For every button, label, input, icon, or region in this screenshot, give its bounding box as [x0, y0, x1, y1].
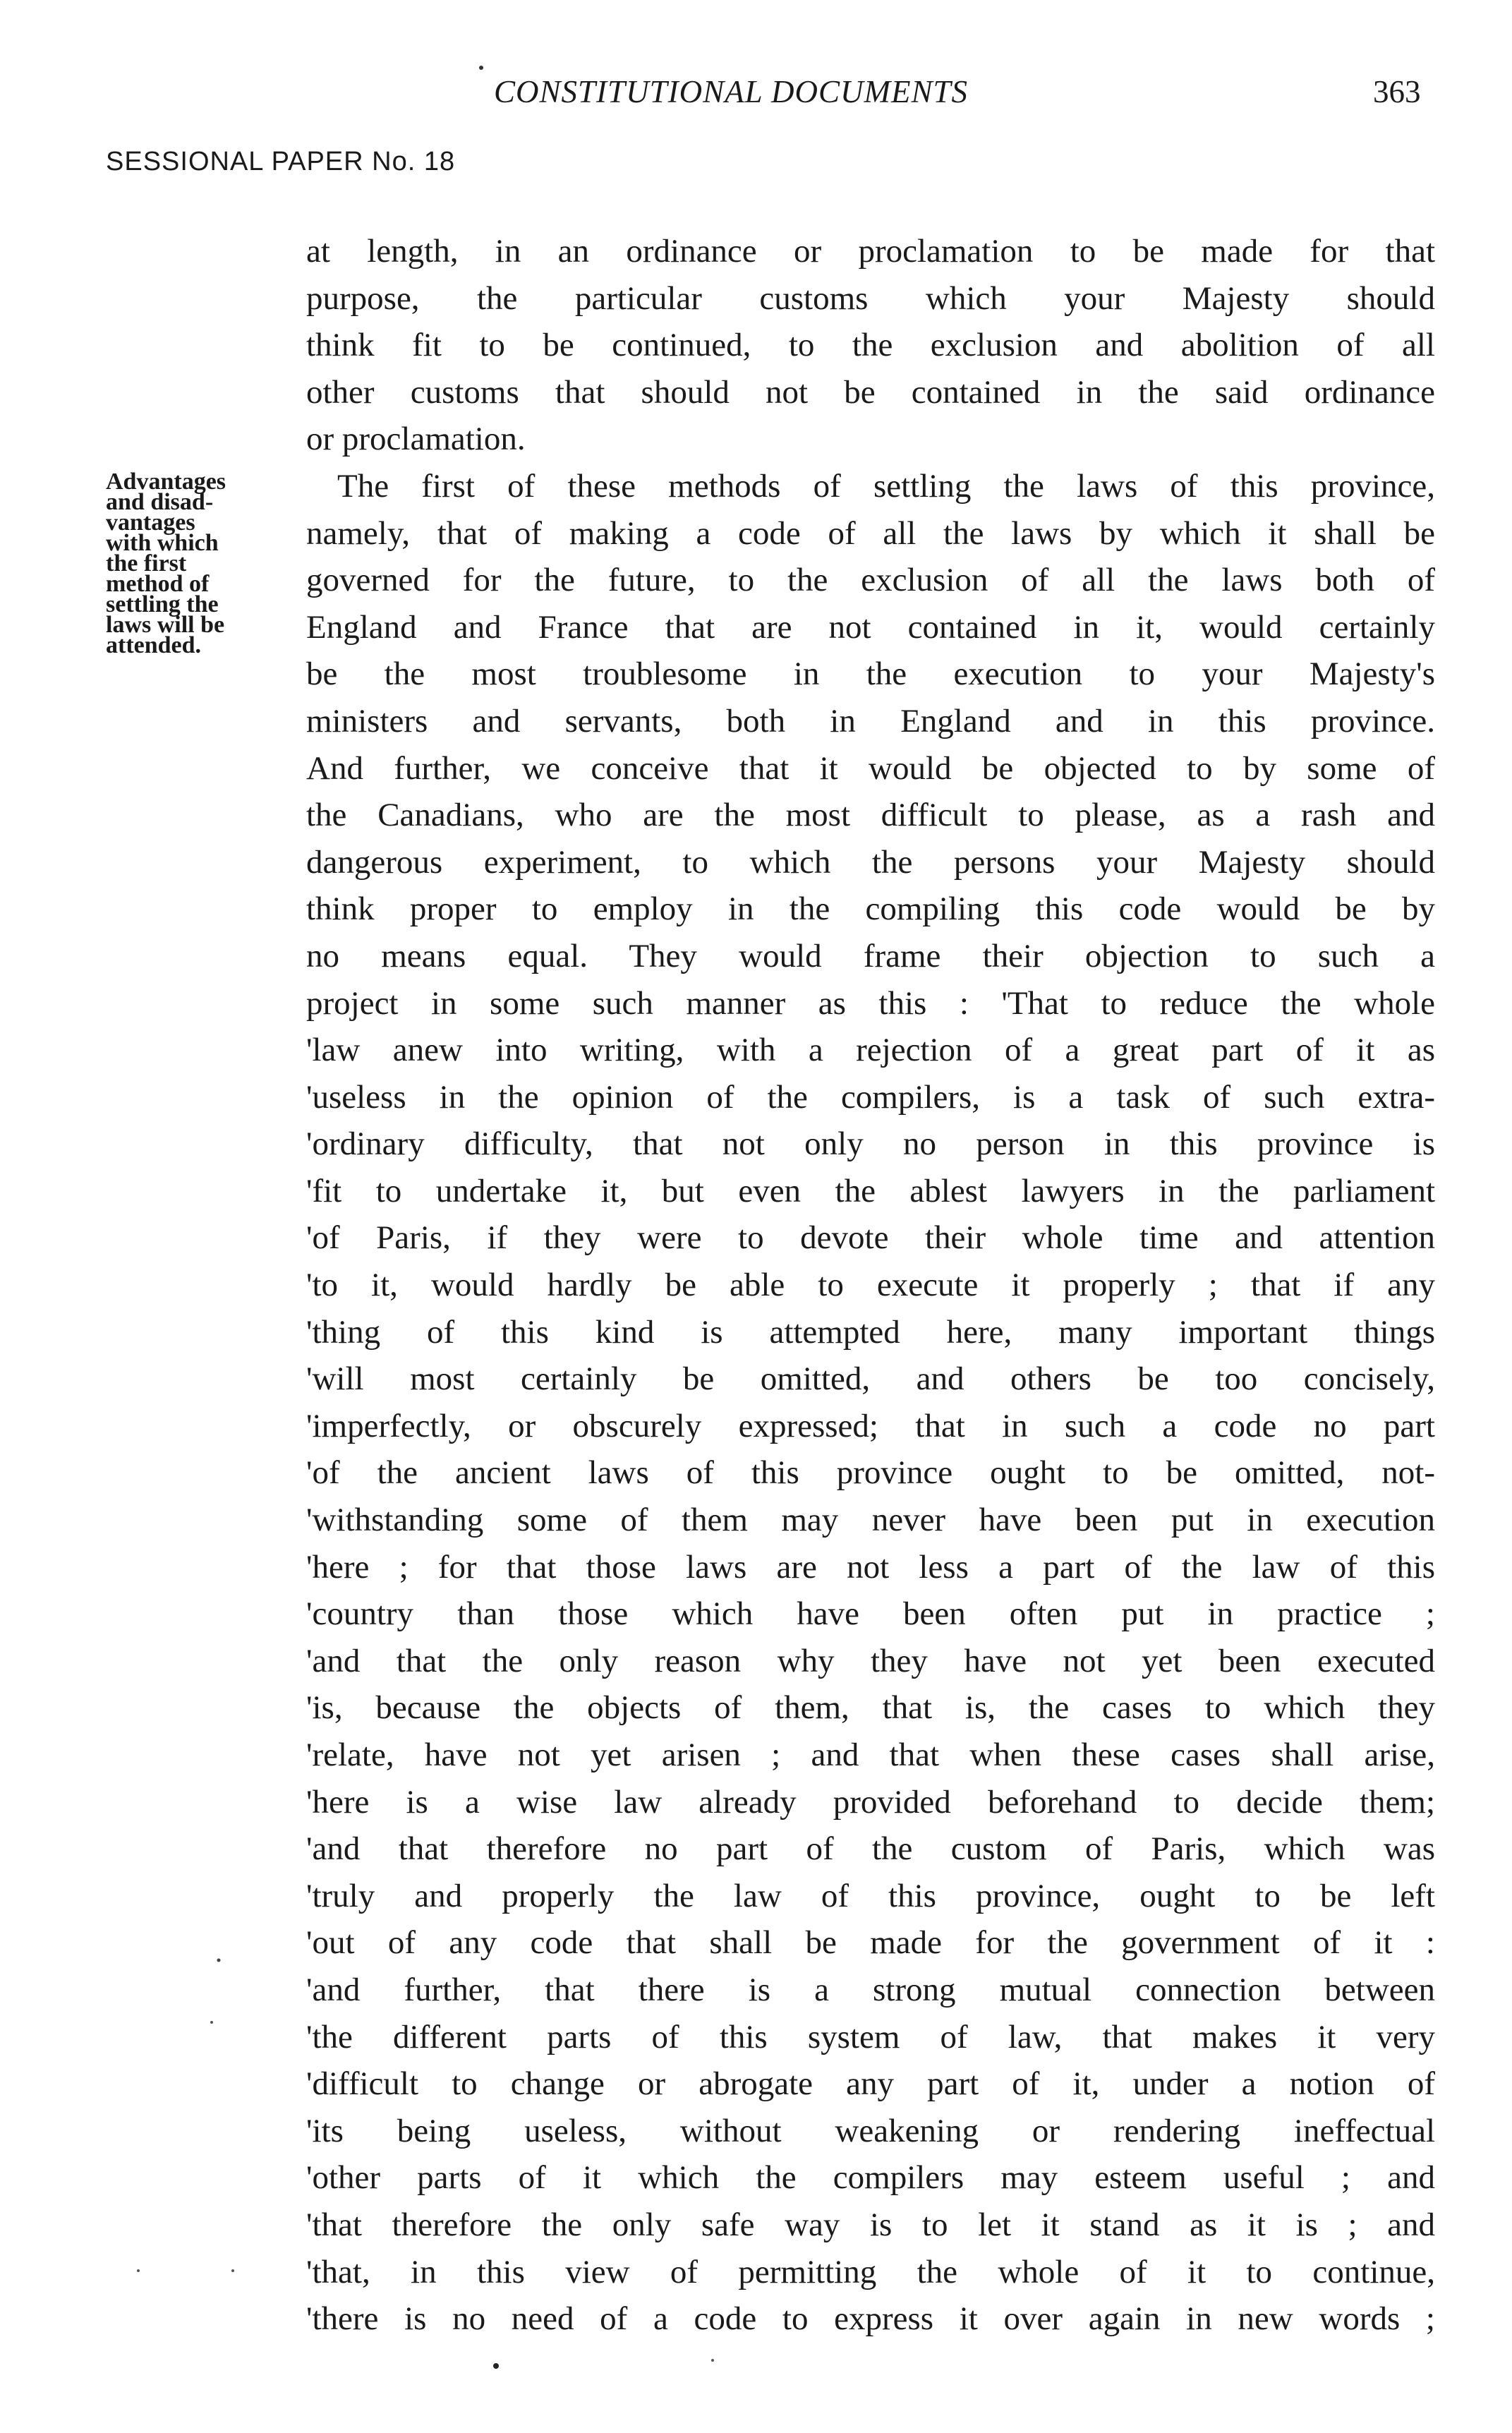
- text-line: 'law anew into writing, with a rejection of a great part of it as: [306, 1032, 1435, 1069]
- margin-note: [106, 471, 289, 656]
- text-line: 'ordinary difficulty, that not only no person in this province is: [306, 1125, 1435, 1163]
- body-text: [306, 228, 1435, 2343]
- text-line: 'and that the only reason why they have not yet been executed: [306, 1642, 1435, 1679]
- margin-note-line: vantages: [106, 509, 195, 536]
- margin-note-line: laws will be: [106, 612, 225, 638]
- scan-speck: [479, 66, 483, 70]
- scan-speck: [493, 2363, 499, 2369]
- margin-note-line: and disad-: [106, 489, 214, 515]
- text-line: project in some such manner as this : 'That to reduce the whole: [306, 984, 1435, 1022]
- text-line: 'is, because the objects of them, that is, the cases to which they: [306, 1689, 1435, 1727]
- text-line: 'the different parts of this system of law, that makes it very: [306, 2018, 1435, 2055]
- text-line: 'that, in this view of permitting the whole of it to continue,: [306, 2253, 1435, 2290]
- scan-speck: [711, 2359, 714, 2362]
- text-line: 'here is a wise law already provided beforehand to decide them;: [306, 1783, 1435, 1821]
- text-line: 'difficult to change or abrogate any part of it, under a notion of: [306, 2065, 1435, 2103]
- text-line: think fit to be continued, to the exclusion and abolition of all: [306, 327, 1435, 364]
- text-line: 'relate, have not yet arisen ; and that when these cases shall arise,: [306, 1737, 1435, 1773]
- text-line: or proclamation.: [306, 421, 526, 458]
- scan-speck: [231, 2269, 234, 2272]
- text-line: 'thing of this kind is attempted here, many important things: [306, 1313, 1435, 1351]
- text-line: And further, we conceive that it would be objected to by some of: [306, 749, 1435, 787]
- text-line: 'its being useless, without weakening or rendering ineffectual: [306, 2112, 1435, 2149]
- text-line: 'here ; for that those laws are not less a part of the law of this: [306, 1548, 1435, 1586]
- text-line: the Canadians, who are the most difficult to please, as a rash and: [306, 797, 1435, 834]
- scan-speck: [137, 2269, 140, 2272]
- text-line: 'withstanding some of them may never have been put in execution: [306, 1502, 1435, 1539]
- text-line: 'truly and properly the law of this province, ought to be left: [306, 1877, 1435, 1914]
- text-line: dangerous experiment, to which the persons your Majesty should: [306, 843, 1435, 881]
- text-line: 'will most certainly be omitted, and others be too concisely,: [306, 1360, 1435, 1398]
- text-line: 'useless in the opinion of the compilers, is a task of such extra-: [306, 1078, 1435, 1116]
- text-line: think proper to employ in the compiling this code would be by: [306, 891, 1435, 928]
- text-line: at length, in an ordinance or proclamation to be made for that: [306, 233, 1435, 270]
- text-line: 'other parts of it which the compilers may esteem useful ; and: [306, 2159, 1435, 2197]
- margin-note-line: attended.: [106, 632, 202, 658]
- text-line: ministers and servants, both in England and in this province.: [306, 702, 1435, 739]
- margin-note-line: method of: [106, 571, 210, 597]
- text-line: 'of the ancient laws of this province ought to be omitted, not-: [306, 1454, 1435, 1492]
- text-line: 'out of any code that shall be made for the government of it :: [306, 1924, 1435, 1962]
- text-line: England and France that are not contained in it, would certainly: [306, 608, 1435, 646]
- text-line: 'of Paris, if they were to devote their whole time and attention: [306, 1219, 1435, 1257]
- text-line: governed for the future, to the exclusion of all the laws both of: [306, 562, 1435, 599]
- text-line: be the most troublesome in the execution to your Majesty's: [306, 656, 1435, 693]
- text-line: no means equal. They would frame their objection to such a: [306, 937, 1435, 974]
- text-line: purpose, the particular customs which your Majesty should: [306, 279, 1435, 317]
- text-line: namely, that of making a code of all the laws by which it shall be: [306, 514, 1435, 552]
- page-number: 363: [1373, 74, 1421, 109]
- scan-speck: [210, 2021, 213, 2024]
- text-line: 'there is no need of a code to express it over again in new words ;: [306, 2300, 1435, 2338]
- margin-note-line: settling the: [106, 591, 219, 617]
- margin-note-line: with which: [106, 530, 219, 556]
- text-line: 'and further, that there is a strong mutual connection between: [306, 1971, 1435, 2008]
- text-line: 'country than those which have been often put in practice ;: [306, 1595, 1435, 1633]
- text-line: other customs that should not be contained in the said ordinance: [306, 373, 1435, 411]
- text-line: 'to it, would hardly be able to execute it properly ; that if any: [306, 1267, 1435, 1304]
- text-line: 'imperfectly, or obscurely expressed; that in such a code no part: [306, 1407, 1435, 1444]
- running-title: CONSTITUTIONAL DOCUMENTS: [494, 74, 969, 109]
- scan-speck: [217, 1959, 221, 1962]
- text-line: 'and that therefore no part of the custom of Paris, which was: [306, 1830, 1435, 1868]
- text-line: 'that therefore the only safe way is to let it stand as it is ; and: [306, 2206, 1435, 2243]
- sessional-paper-label: SESSIONAL PAPER No. 18: [106, 147, 456, 176]
- margin-note-line: the first: [106, 550, 187, 576]
- margin-note-line: Advantages: [106, 469, 226, 495]
- text-line: The first of these methods of settling the laws of this province,: [337, 467, 1435, 505]
- text-line: 'fit to undertake it, but even the ablest lawyers in the parliament: [306, 1172, 1435, 1209]
